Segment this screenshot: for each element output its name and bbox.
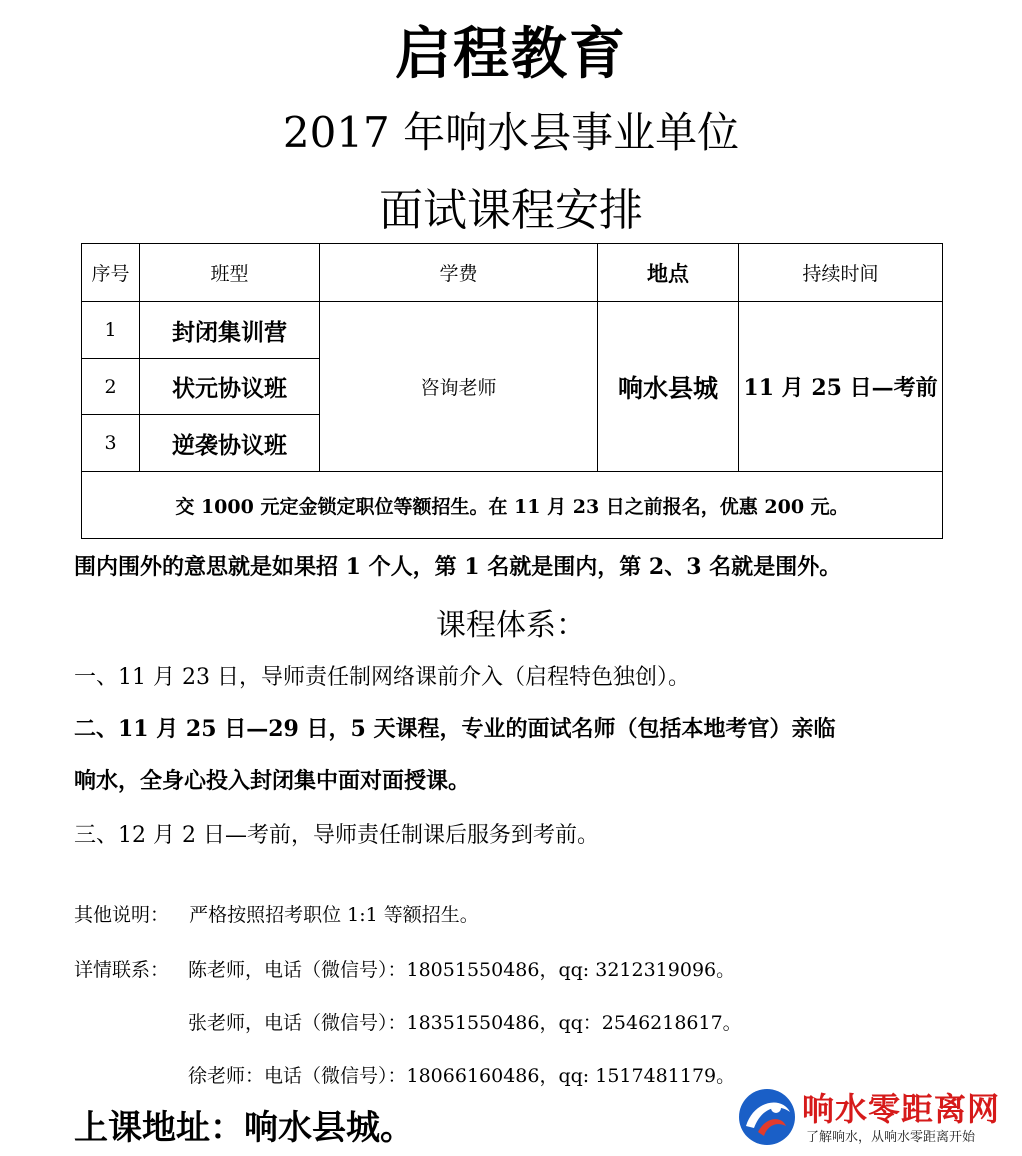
- row-class: 逆袭协议班: [172, 431, 287, 459]
- watermark-name: 响水零距离网: [802, 1090, 1001, 1128]
- header-class: 班型: [210, 263, 249, 285]
- contact-label: 详情联系：: [74, 959, 170, 981]
- other-label: 其他说明：: [74, 904, 170, 926]
- ranking-note: 围内围外的意思就是如果招 1 个人，第 1 名就是围内，第 2、3 名就是围外。: [74, 554, 842, 580]
- page-title-line2: 面试课程安排: [379, 185, 643, 236]
- course-item-2: 二、11 月 25 日—29 日，5 天课程，专业的面试名师（包括本地考官）亲临: [74, 716, 836, 742]
- row-class: 状元协议班: [172, 375, 287, 402]
- duration-cell: 11 月 25 日—考前: [743, 375, 938, 401]
- row-index: 1: [104, 319, 117, 341]
- location-cell: 响水县城: [617, 373, 718, 403]
- contact-line: 陈老师，电话（微信号）：18051550486，qq: 3212319096。: [188, 959, 736, 981]
- contact-line: 张老师，电话（微信号）：18351550486，qq：2546218617。: [188, 1012, 742, 1034]
- fee-cell: 咨询老师: [420, 377, 497, 399]
- header-duration: 持续时间: [802, 263, 879, 285]
- course-item-2-cont: 响水，全身心投入封闭集中面对面授课。: [74, 768, 471, 794]
- watermark-logo: [736, 1084, 1016, 1150]
- course-heading: 课程体系：: [436, 608, 586, 643]
- course-item-1: 一、11 月 23 日，导师责任制网络课前介入（启程特色独创）。: [74, 665, 690, 690]
- other-notes: [74, 900, 479, 927]
- watermark-tagline: 了解响水，从响水零距离开始: [806, 1130, 976, 1145]
- header-location: 地点: [647, 260, 689, 286]
- other-text: 严格按照招考职位 1:1 等额招生。: [189, 904, 479, 926]
- swirl-logo-icon: [736, 1086, 798, 1148]
- row-index: 3: [104, 432, 117, 454]
- row-index: 2: [104, 375, 117, 398]
- table-footer-note: 交 1000 元定金锁定职位等额招生。在 11 月 23 日之前报名，优惠 200 元。: [175, 495, 849, 518]
- schedule-table: [81, 243, 943, 539]
- page-title-line1: 2017 年响水县事业单位: [282, 108, 740, 157]
- row-class: 封闭集训营: [172, 318, 287, 346]
- contact-line: 徐老师：电话（微信号）：18066160486，qq: 1517481179。: [188, 1065, 736, 1087]
- brand-title: 启程教育: [395, 21, 627, 87]
- class-address: 上课地址：响水县城。: [74, 1108, 414, 1148]
- course-item-3: 三、12 月 2 日—考前，导师责任制课后服务到考前。: [74, 823, 599, 848]
- header-fee: 学费: [439, 263, 478, 285]
- header-index: 序号: [91, 263, 130, 285]
